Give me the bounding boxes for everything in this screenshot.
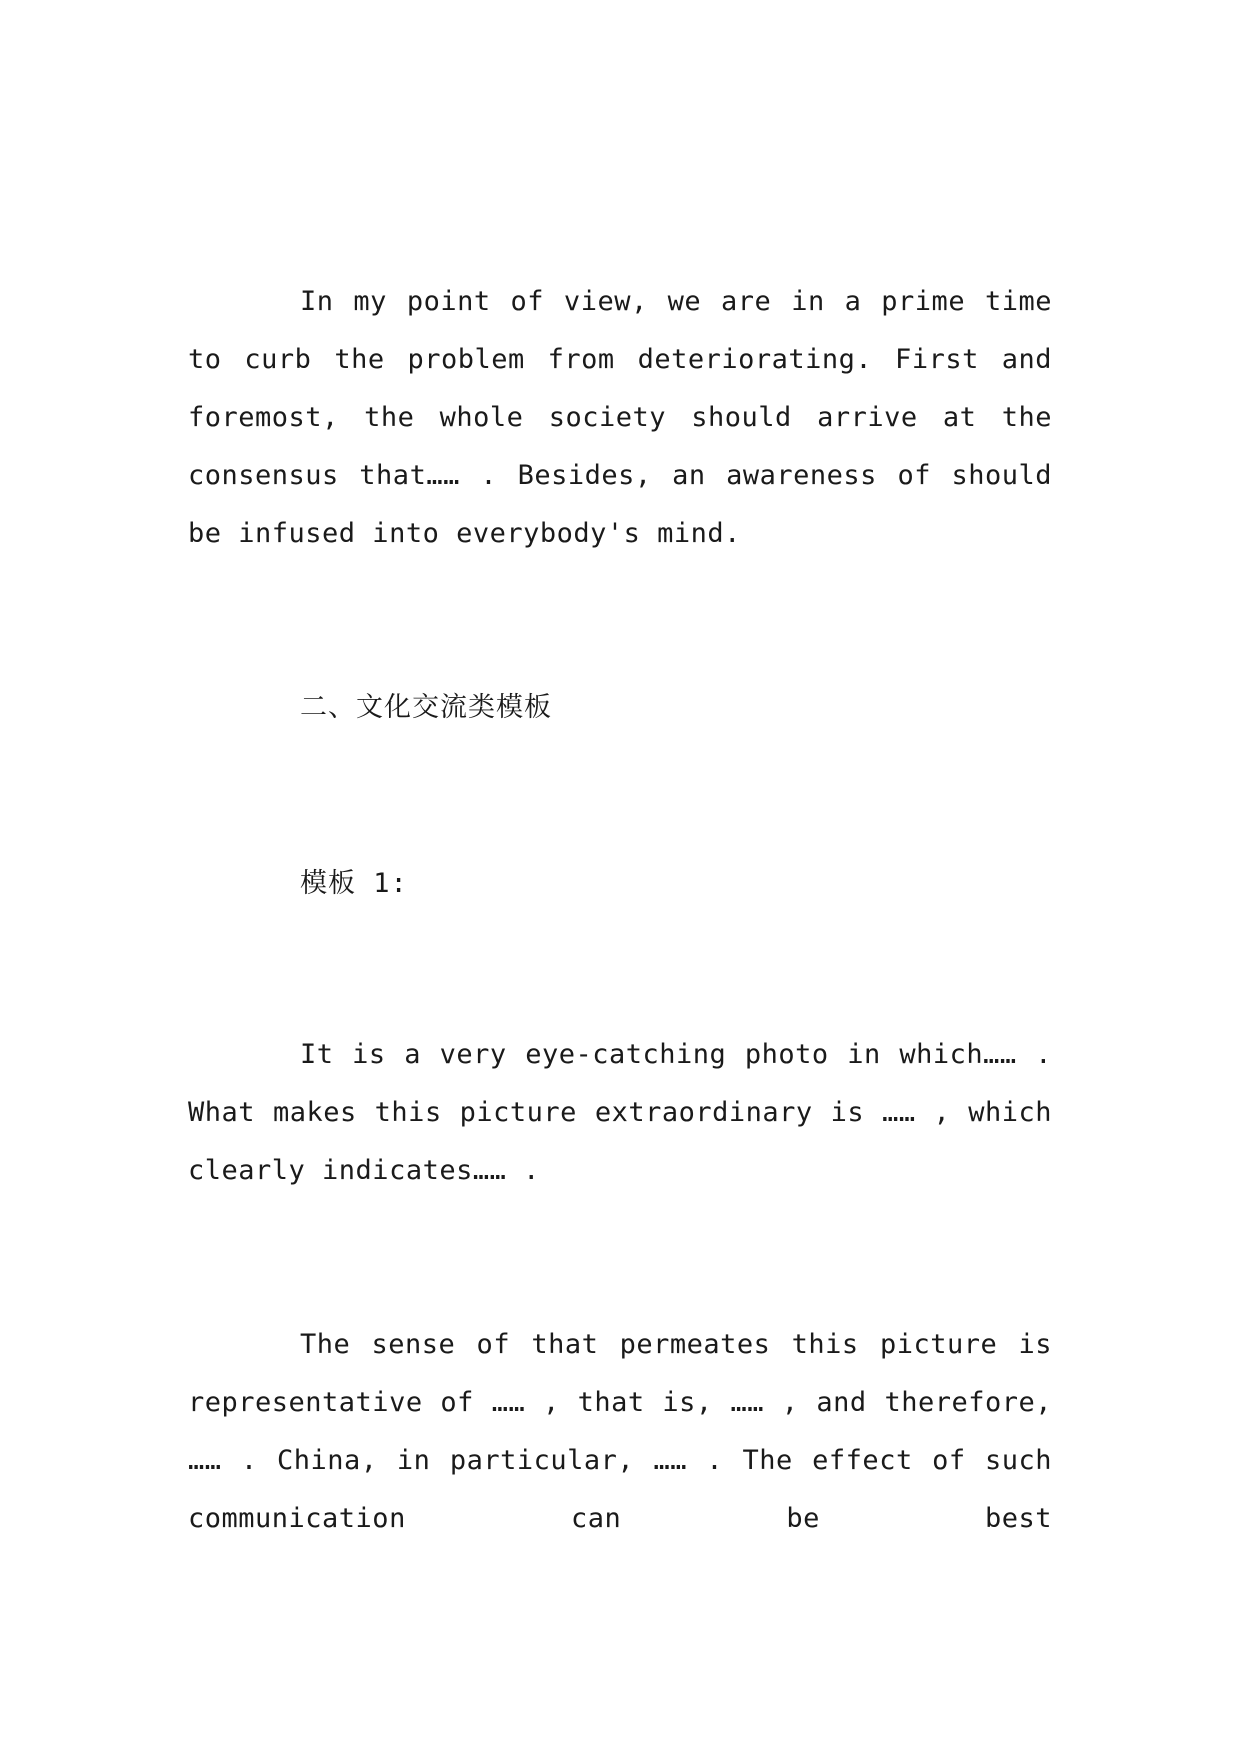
body-paragraph-2: It is a very eye-catching photo in which…… . What makes this picture extraordinary is …… , which clearly indicates…… .	[188, 1039, 1052, 1186]
body-paragraph-3: The sense of that permeates this picture is representative of …… , that is, …… , and therefore, …… . China, in particular, …… . The effect of such communication can be best	[188, 1329, 1052, 1534]
body-paragraph-1: In my point of view, we are in a prime time to curb the problem from deteriorating. First and foremost, the whole society should arrive at the consensus that…… . Besides, an awareness of should be infused into everybody's mind.	[188, 286, 1052, 549]
template-label: 模板 1:	[300, 868, 408, 899]
section-heading: 二、文化交流类模板	[300, 692, 552, 723]
